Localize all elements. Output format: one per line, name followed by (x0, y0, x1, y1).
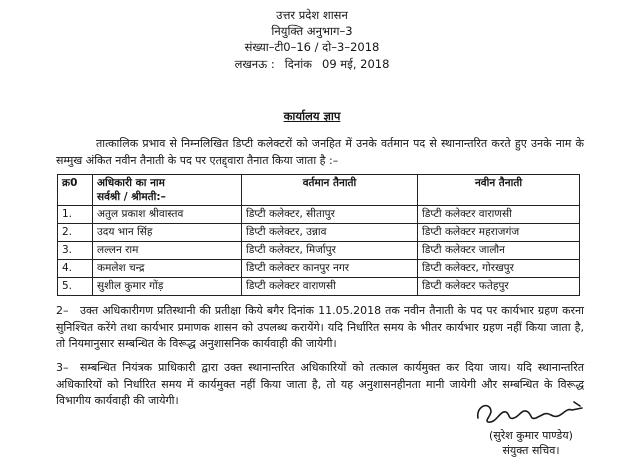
signatory-designation: संयुक्त सचिव। (502, 444, 560, 457)
row-current-posting: डिप्टी कलेक्टर, उन्नाव (242, 224, 418, 242)
section-heading: नियुक्ति अनुभाग–3 (271, 24, 353, 38)
row-officer-name: लल्लन राम (93, 242, 242, 260)
place-date-line (0, 57, 624, 72)
paragraph-2 (56, 303, 584, 353)
table-row (58, 278, 580, 296)
paragraph-3-text: सम्बन्धित नियंत्रक प्राधिकारी द्वारा उक्त स्थानान्तरित अधिकारियों को तत्काल कार्यमुक्त कर दिया जाय। यदि स्थानान्तरित अधिकारियों को निर्धारित समय में कार्यमुक्त नहीं किया जाता है, तो यह अनुशासनहीनता मानी जायेगी और सम्बन्धित के विरूद्ध विभागीय कार्यवाही की जायेगी। (56, 361, 584, 407)
header-officer (93, 175, 242, 206)
row-sno: 4. (58, 260, 93, 278)
table-header-row (58, 175, 580, 206)
date-value: 09 मई, 2018 (322, 57, 390, 71)
paragraph-2-number: 2– (56, 304, 69, 317)
row-new-posting: डिप्टी कलेक्टर फतेहपुर (418, 278, 580, 296)
table-row (58, 242, 580, 260)
header-current-posting: वर्तमान तैनाती (242, 175, 418, 206)
table-row (58, 206, 580, 224)
row-sno: 3. (58, 242, 93, 260)
paragraph-3-number: 3– (56, 361, 69, 374)
row-current-posting: डिप्टी कलेक्टर वाराणसी (242, 278, 418, 296)
row-current-posting: डिप्टी कलेक्टर कानपुर नगर (242, 260, 418, 278)
header-new-posting: नवीन तैनाती (418, 175, 580, 206)
signatory-name: (सुरेश कुमार पाण्डेय) (489, 429, 573, 442)
header-officer-line1: अधिकारी का नाम (97, 177, 165, 189)
row-sno: 1. (58, 206, 93, 224)
row-current-posting: डिप्टी कलेक्टर, मिर्जापुर (242, 242, 418, 260)
row-new-posting: डिप्टी कलेक्टर जालौन (418, 242, 580, 260)
intro-paragraph: तात्कालिक प्रभाव से निम्नलिखित डिप्टी कलेक्टरों को जनहित में उनके वर्तमान पद से स्थानान्तरित करते हुए उनके नाम के सम्मुख अंकित नवीन तैनाती के पद पर एतद्द्वारा तैनात किया जाता है :– (56, 137, 584, 167)
govt-heading: उत्तर प्रदेश शासन (276, 8, 348, 22)
transfer-table (57, 174, 580, 296)
header-sno: क्र0 (58, 175, 93, 206)
row-officer-name: उदय भान सिंह (93, 224, 242, 242)
row-new-posting: डिप्टी कलेक्टर महराजगंज (418, 224, 580, 242)
paragraph-2-text: उक्त अधिकारीगण प्रतिस्थानी की प्रतीक्षा किये बगैर दिनांक 11.05.2018 तक नवीन तैनाती के पद पर कार्यभार ग्रहण करना सुनिश्चित करेंगे तथा कार्यभार प्रमाणक शासन को उपलब्ध करायेंगे। यदि निर्धारित समय के भीतर कार्यभार ग्रहण नहीं किया जाता है, तो नियमानुसार सम्बन्धित के विरूद्ध अनुशासनिक कार्यवाही की जायेगी। (56, 304, 584, 350)
row-officer-name: अतुल प्रकाश श्रीवास्तव (93, 206, 242, 224)
reference-number: संख्या–टी0–16 / दो–3–2018 (244, 40, 380, 54)
memo-subject: कार्यालय ज्ञाप (283, 109, 341, 123)
row-officer-name: सुशील कुमार गोंड़ (93, 278, 242, 296)
date-label: दिनांक (284, 57, 313, 71)
row-sno: 5. (58, 278, 93, 296)
place: लखनऊ : (234, 57, 275, 71)
table-row (58, 260, 580, 278)
row-current-posting: डिप्टी कलेक्टर, सीतापुर (242, 206, 418, 224)
row-officer-name: कमलेश चन्द्र (93, 260, 242, 278)
table-row (58, 224, 580, 242)
header-officer-line2: सर्वश्री / श्रीमती:– (97, 191, 166, 203)
row-new-posting: डिप्टी कलेक्टर वाराणसी (418, 206, 580, 224)
row-new-posting: डिप्टी कलेक्टर, गोरखपुर (418, 260, 580, 278)
row-sno: 2. (58, 224, 93, 242)
handwritten-signature (470, 396, 590, 426)
